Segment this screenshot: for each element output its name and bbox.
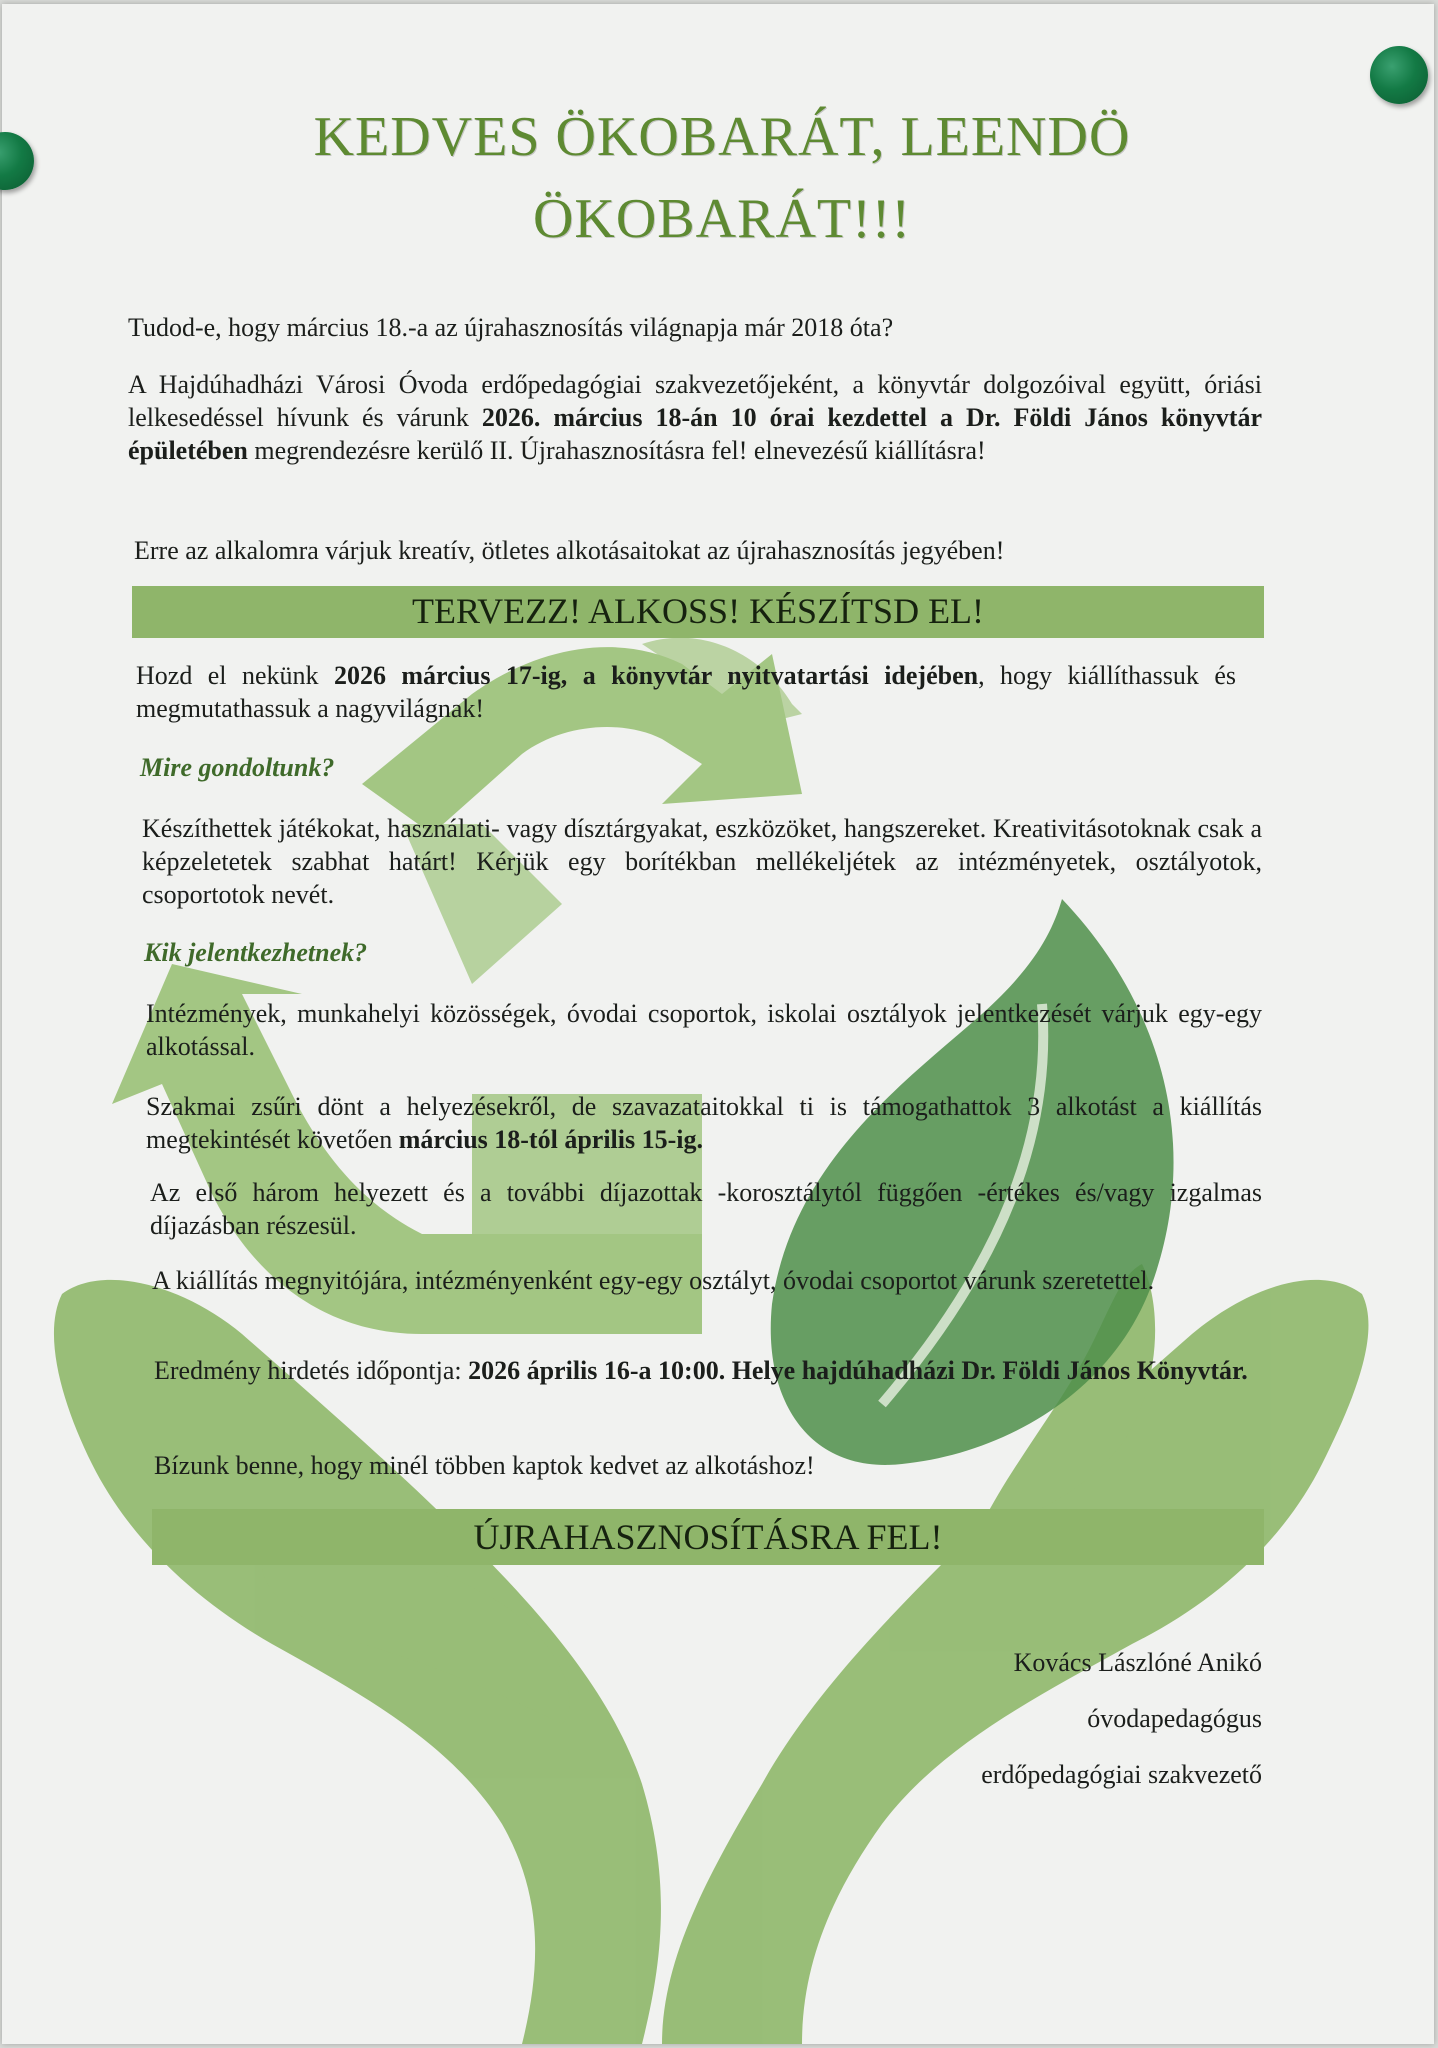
call-text: Erre az alkalomra várjuk kreatív, ötletes alkotásaitokat az újrahasznosítás jegyében! (134, 536, 1005, 565)
jury-paragraph (146, 1090, 1262, 1156)
invitation-text-end: megrendezésre kerülő II. Újrahasznosításra fel! elnevezésű kiállításra! (247, 436, 986, 465)
pushpin-icon (1370, 46, 1428, 104)
deadline-date: 2026 március 17-ig, a könyvtár nyitvatartási idejében (333, 661, 979, 690)
signature-role-2: erdőpedagógiai szakvezető (981, 1760, 1262, 1789)
signature-name: Kovács Lászlóné Anikó (1013, 1648, 1262, 1677)
invitation-paragraph (128, 368, 1262, 467)
heading-ideas: Mire gondoltunk? (140, 753, 335, 782)
deadline-text: Hozd el nekünk (136, 661, 334, 690)
prizes-paragraph: Az első három helyezett és a további díjazottak -korosztálytól függően -értékes és/vagy izgalmas díjazásban részesül. (150, 1178, 1262, 1240)
invitation-text: A Hajdúhadházi Városi Óvoda erdőpedagógiai szakvezetőjeként, a könyvtár dolgozóival együtt, óriási lelkesedéssel hívunk és várunk (128, 370, 1262, 432)
signature-role: óvodapedagógus (1087, 1704, 1262, 1733)
opening-paragraph: A kiállítás megnyitójára, intézményenként egy-egy osztályt, óvodai csoportot várunk szeretettel. (152, 1266, 1155, 1295)
jury-text: Szakmai zsűri dönt a helyezésekről, de szavazataitokkal ti is támogathattok 3 alkotást a kiállítás megtekintését követően (146, 1092, 1262, 1154)
jury-dates: március 18-tól április 15-ig. (398, 1125, 703, 1154)
results-paragraph (154, 1354, 1262, 1387)
banner-bottom: ÚJRAHASZNOSÍTÁSRA FEL! (152, 1509, 1264, 1565)
intro-question: Tudod-e, hogy március 18.-a az újrahasznosítás világnapja már 2018 óta? (128, 313, 894, 342)
poster-sheet (2, 4, 1434, 2044)
closing-text: Bízunk benne, hogy minél többen kaptok kedvet az alkotáshoz! (154, 1451, 815, 1480)
deadline-text-end: , hogy kiállíthassuk és megmutathassuk a nagyvilágnak! (136, 661, 1236, 723)
invitation-date-place: 2026. március 18-án 10 órai kezdettel a Dr. Földi János könyvtár épületében (128, 403, 1262, 465)
heading-who: Kik jelentkezhetnek? (144, 938, 368, 967)
poster-title: KEDVES ÖKOBARÁT, LEENDÖ ÖKOBARÁT!!! (313, 106, 1131, 250)
deadline-paragraph (136, 659, 1236, 725)
results-date-place: 2026 április 16-a 10:00. Helye hajdúhadházi Dr. Földi János Könyvtár. (468, 1356, 1248, 1385)
results-text: Eredmény hirdetés időpontja: (154, 1356, 469, 1385)
who-paragraph: Intézmények, munkahelyi közösségek, óvodai csoportok, iskolai osztályok jelentkezését várjuk egy-egy alkotással. (146, 999, 1262, 1061)
banner-top: TERVEZZ! ALKOSS! KÉSZÍTSD EL! (132, 586, 1264, 638)
ideas-paragraph: Készíthettek játékokat, használati- vagy dísztárgyakat, eszközöket, hangszereket. Kreativitásotoknak csak a képzeletetek szabhat határt! Kérjük egy borítékban mellékeljétek az intézményetek, osztályotok, csoportotok nevét. (142, 814, 1262, 909)
